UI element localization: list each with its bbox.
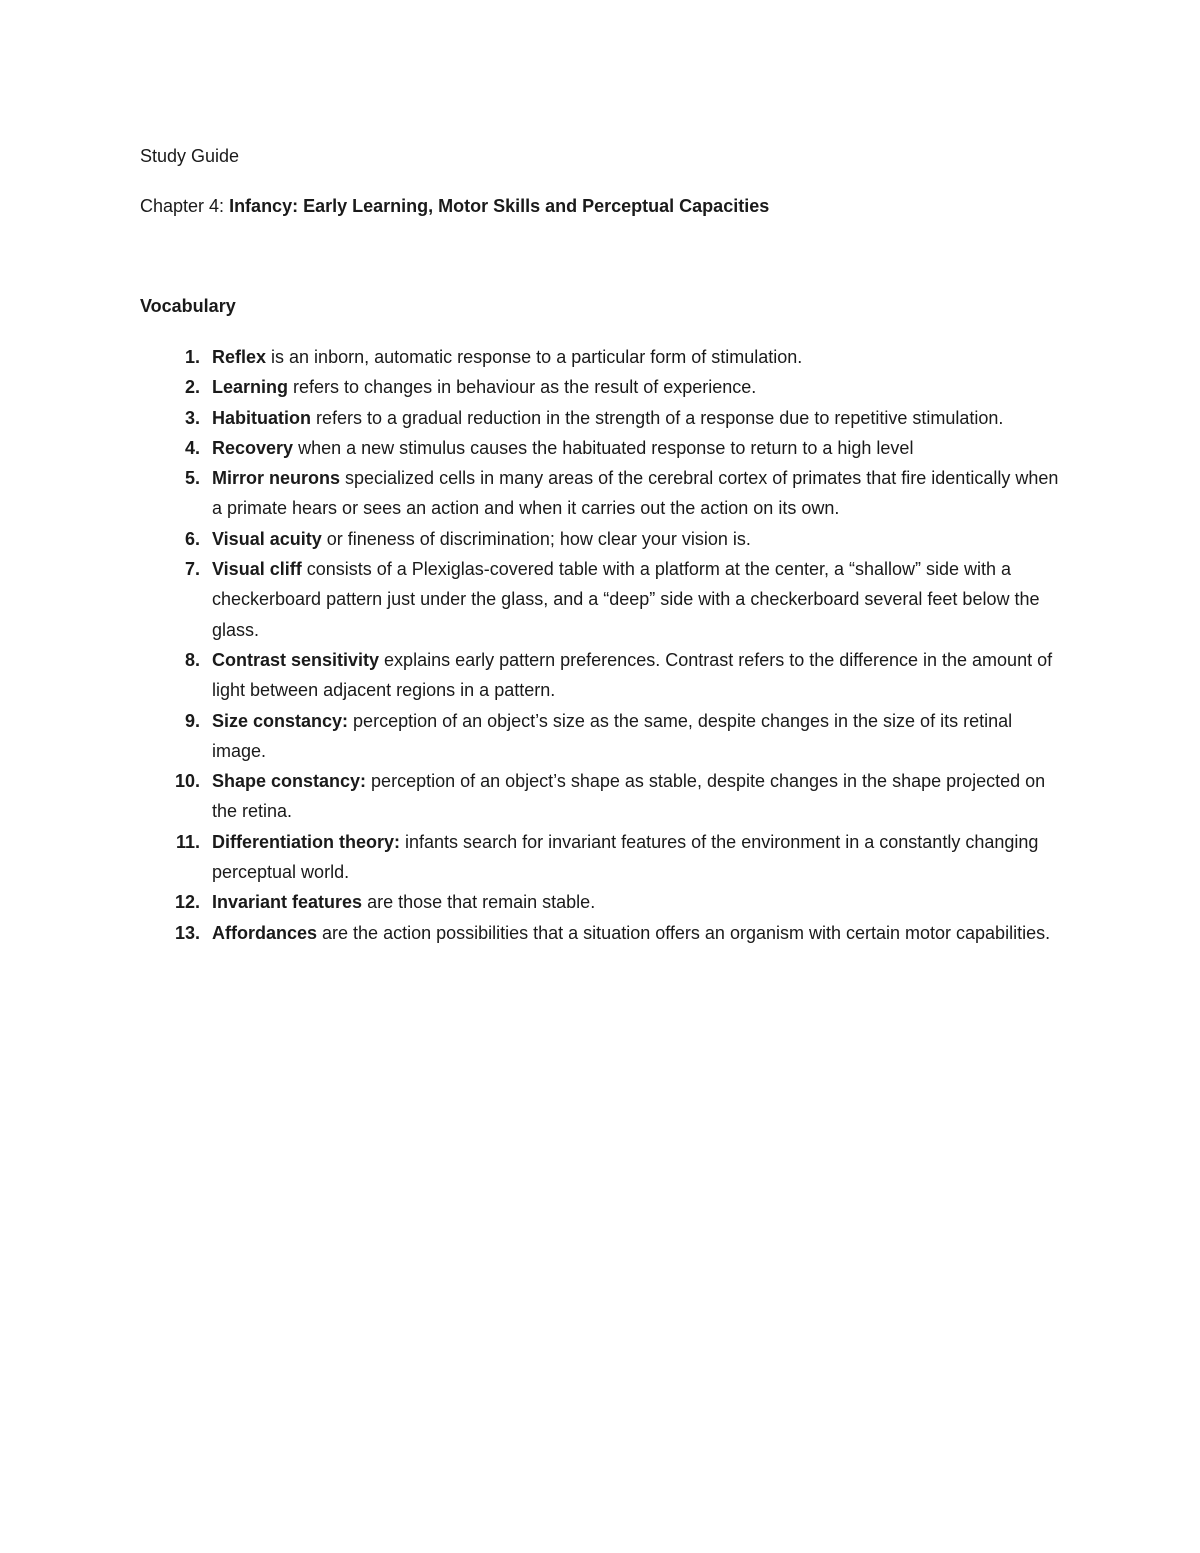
vocabulary-heading: Vocabulary — [140, 296, 236, 316]
item-number: 10. — [174, 771, 200, 792]
vocabulary-item — [140, 463, 1060, 524]
vocabulary-term: Invariant features — [212, 892, 363, 913]
vocabulary-definition: consists of a Plexiglas-covered table with a platform at the center, a “shallow” side with a checkerboard pattern just under the glass, and a “deep” side with a checkerboard several feet below the glass. — [212, 559, 1040, 640]
vocabulary-definition: explains early pattern preferences. Contrast refers to the difference in the amount of light between adjacent regions in a pattern. — [212, 649, 1053, 701]
item-number: 4. — [184, 437, 200, 458]
vocabulary-definition: or fineness of discrimination; how clear your vision is. — [321, 528, 751, 549]
vocabulary-term: Size constancy: — [212, 710, 349, 731]
vocabulary-definition: refers to changes in behaviour as the result of experience. — [288, 377, 757, 398]
item-number: 12. — [174, 892, 200, 913]
vocabulary-item — [140, 554, 1060, 645]
vocabulary-term: Recovery — [212, 437, 294, 458]
vocabulary-term: Visual cliff — [212, 559, 302, 580]
vocabulary-definition: infants search for invariant features of the environment in a constantly changing perceptual world. — [212, 831, 1039, 883]
item-number: 13. — [174, 922, 200, 943]
vocabulary-item — [140, 433, 1060, 463]
item-number: 5. — [184, 468, 200, 489]
item-number: 1. — [184, 347, 200, 367]
vocabulary-definition: is an inborn, automatic response to a particular form of stimulation. — [266, 347, 803, 367]
vocabulary-term: Differentiation theory: — [212, 831, 401, 852]
chapter-prefix: Chapter 4: — [140, 196, 230, 216]
vocabulary-term: Affordances — [212, 922, 318, 943]
vocabulary-item — [140, 403, 1060, 433]
document-title: Study Guide — [140, 146, 240, 166]
item-number: 2. — [184, 377, 200, 398]
vocabulary-item — [140, 887, 1060, 917]
vocabulary-item — [140, 918, 1060, 948]
item-number: 9. — [184, 710, 200, 731]
vocabulary-term: Reflex — [212, 347, 267, 367]
chapter-heading — [140, 194, 769, 218]
vocabulary-item — [140, 766, 1060, 827]
vocabulary-list — [140, 342, 1060, 948]
vocabulary-definition: specialized cells in many areas of the cerebral cortex of primates that fire identically when a primate hears or sees an action and when it carries out the action on its own. — [212, 468, 1059, 519]
vocabulary-item — [140, 645, 1060, 706]
vocabulary-term: Learning — [212, 377, 289, 398]
chapter-title: Infancy: Early Learning, Motor Skills and Perceptual Capacities — [229, 196, 770, 216]
vocabulary-term: Visual acuity — [212, 528, 322, 549]
vocabulary-item — [140, 342, 1060, 372]
vocabulary-definition: are those that remain stable. — [362, 892, 596, 913]
item-number: 7. — [184, 559, 200, 580]
vocabulary-definition: when a new stimulus causes the habituated response to return to a high level — [293, 437, 914, 458]
vocabulary-term: Contrast sensitivity — [212, 649, 380, 670]
item-number: 3. — [184, 407, 200, 428]
vocabulary-item — [140, 827, 1060, 888]
vocabulary-item — [140, 706, 1060, 767]
item-number: 8. — [184, 649, 200, 670]
vocabulary-term: Mirror neurons — [212, 468, 341, 489]
item-number: 6. — [184, 528, 200, 549]
vocabulary-definition: are the action possibilities that a situation offers an organism with certain motor capabilities. — [317, 922, 1051, 943]
vocabulary-item — [140, 524, 1060, 554]
vocabulary-definition: refers to a gradual reduction in the strength of a response due to repetitive stimulation. — [311, 407, 1004, 428]
vocabulary-item — [140, 372, 1060, 402]
item-number: 11. — [175, 831, 200, 852]
vocabulary-definition: perception of an object’s shape as stable, despite changes in the shape projected on the retina. — [212, 771, 1046, 822]
vocabulary-term: Shape constancy: — [212, 771, 367, 792]
vocabulary-definition: perception of an object’s size as the same, despite changes in the size of its retinal image. — [212, 710, 1013, 761]
vocabulary-term: Habituation — [212, 407, 311, 428]
